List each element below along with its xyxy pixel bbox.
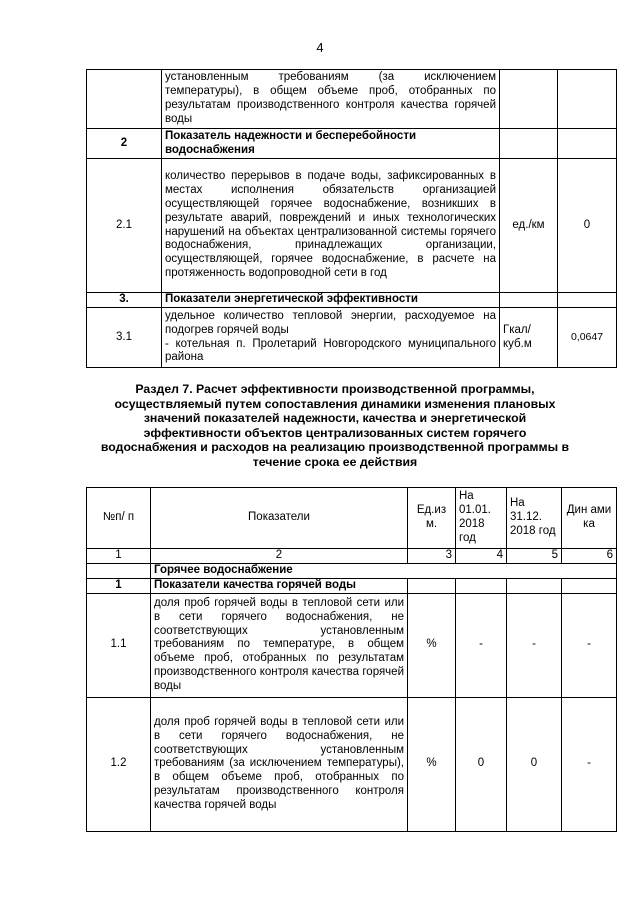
unit-cell: % xyxy=(408,593,456,697)
table-row xyxy=(87,293,617,308)
col-number: 1 xyxy=(87,549,151,564)
value-cell: 0,0647 xyxy=(558,308,617,368)
header-row xyxy=(87,488,617,549)
value-cell xyxy=(562,578,617,593)
subgroup-title: Показатели качества горячей воды xyxy=(151,578,408,593)
continued-text-cell: установленным требованиям (за исключением температуры), в общем объеме проб, отобранных по результатам производственного контроля качества горячей воды xyxy=(162,70,500,129)
row-number-cell: 3.1 xyxy=(87,308,162,368)
section-heading-cell: Показатели энергетической эффективности xyxy=(162,293,500,308)
value-end-cell: - xyxy=(507,593,562,697)
value-start-cell: 0 xyxy=(456,697,507,831)
indicators-table-continued xyxy=(86,69,617,368)
unit-cell xyxy=(500,70,558,129)
table-row xyxy=(87,697,617,831)
col-number: 2 xyxy=(151,549,408,564)
row-number-cell: 2.1 xyxy=(87,159,162,293)
unit-cell: ед./км xyxy=(500,159,558,293)
indicator-text-cell: доля проб горячей воды в тепловой сети или в сети горячего водоснабжения, не соответствующих установленным требованиям (за исключением температуры), в общем объеме проб, отобранных по результатам производственного контроля качества горячей воды xyxy=(151,697,408,831)
subgroup-row xyxy=(87,578,617,593)
header-on-start: На 01.01. 2018 год xyxy=(456,488,507,549)
indicator-text-cell: удельное количество тепловой энергии, расходуемое на подогрев горячей воды - котельная п. Пролетарий Новгородского муниципального района xyxy=(162,308,500,368)
col-number: 5 xyxy=(507,549,562,564)
table-row xyxy=(87,129,617,159)
unit-cell: Гкал/ куб.м xyxy=(500,308,558,368)
value-end-cell: 0 xyxy=(507,697,562,831)
row-number-cell: 2 xyxy=(87,129,162,159)
table-row xyxy=(87,159,617,293)
dynamics-cell: - xyxy=(562,697,617,831)
section-heading-cell: Показатель надежности и бесперебойности водоснабжения xyxy=(162,129,500,159)
value-start-cell: - xyxy=(456,593,507,697)
col-number: 4 xyxy=(456,549,507,564)
page-number: 4 xyxy=(316,40,324,55)
value-cell xyxy=(558,70,617,129)
indicator-text-cell: количество перерывов в подаче воды, зафиксированных в местах исполнения обязательств организацией осуществляющей горячее водоснабжение, возникших в результате аварий, повреждений и иных технологических нарушений на объектах централизованной системы горячего водоснабжения, принадлежащих организации, осуществляющей, горячее водоснабжение, в расчете на протяженность водопроводной сети в год xyxy=(162,159,500,293)
row-number-cell: 1 xyxy=(87,578,151,593)
header-dynamics: Дин ами ка xyxy=(562,488,617,549)
efficiency-table xyxy=(86,487,617,832)
row-number-cell: 3. xyxy=(87,293,162,308)
row-number-cell: 1.1 xyxy=(87,593,151,697)
row-number-cell: 1.2 xyxy=(87,697,151,831)
value-cell xyxy=(558,293,617,308)
row-number-cell xyxy=(87,70,162,129)
header-num: №п/ п xyxy=(87,488,151,549)
row-number-cell xyxy=(87,563,151,578)
section-title: Раздел 7. Расчет эффективности производственной программы, осуществляемый путем сопоставления динамики изменения плановых значений показателей надежности, качества и энергетической эффективности объектов централизованных систем горячего водоснабжения и расходов на реализацию производственной программы в течение срока ее действия xyxy=(100,382,570,469)
table-row xyxy=(87,308,617,368)
table-row xyxy=(87,70,617,129)
value-cell xyxy=(558,129,617,159)
header-unit: Ед.из м. xyxy=(408,488,456,549)
value-cell xyxy=(456,578,507,593)
value-cell: 0 xyxy=(558,159,617,293)
indicator-text-cell: доля проб горячей воды в тепловой сети или в сети горячего водоснабжения, не соответствующих установленным требованиям по температуре, в общем объеме проб, отобранных по результатам производственного контроля качества горячей воды xyxy=(151,593,408,697)
group-title: Горячее водоснабжение xyxy=(151,563,617,578)
col-number: 6 xyxy=(562,549,617,564)
group-row xyxy=(87,563,617,578)
unit-cell xyxy=(408,578,456,593)
column-number-row xyxy=(87,549,617,564)
header-indicators: Показатели xyxy=(151,488,408,549)
unit-cell xyxy=(500,129,558,159)
unit-cell xyxy=(500,293,558,308)
dynamics-cell: - xyxy=(562,593,617,697)
col-number: 3 xyxy=(408,549,456,564)
table-row xyxy=(87,593,617,697)
header-on-end: На 31.12. 2018 год xyxy=(507,488,562,549)
unit-cell: % xyxy=(408,697,456,831)
value-cell xyxy=(507,578,562,593)
